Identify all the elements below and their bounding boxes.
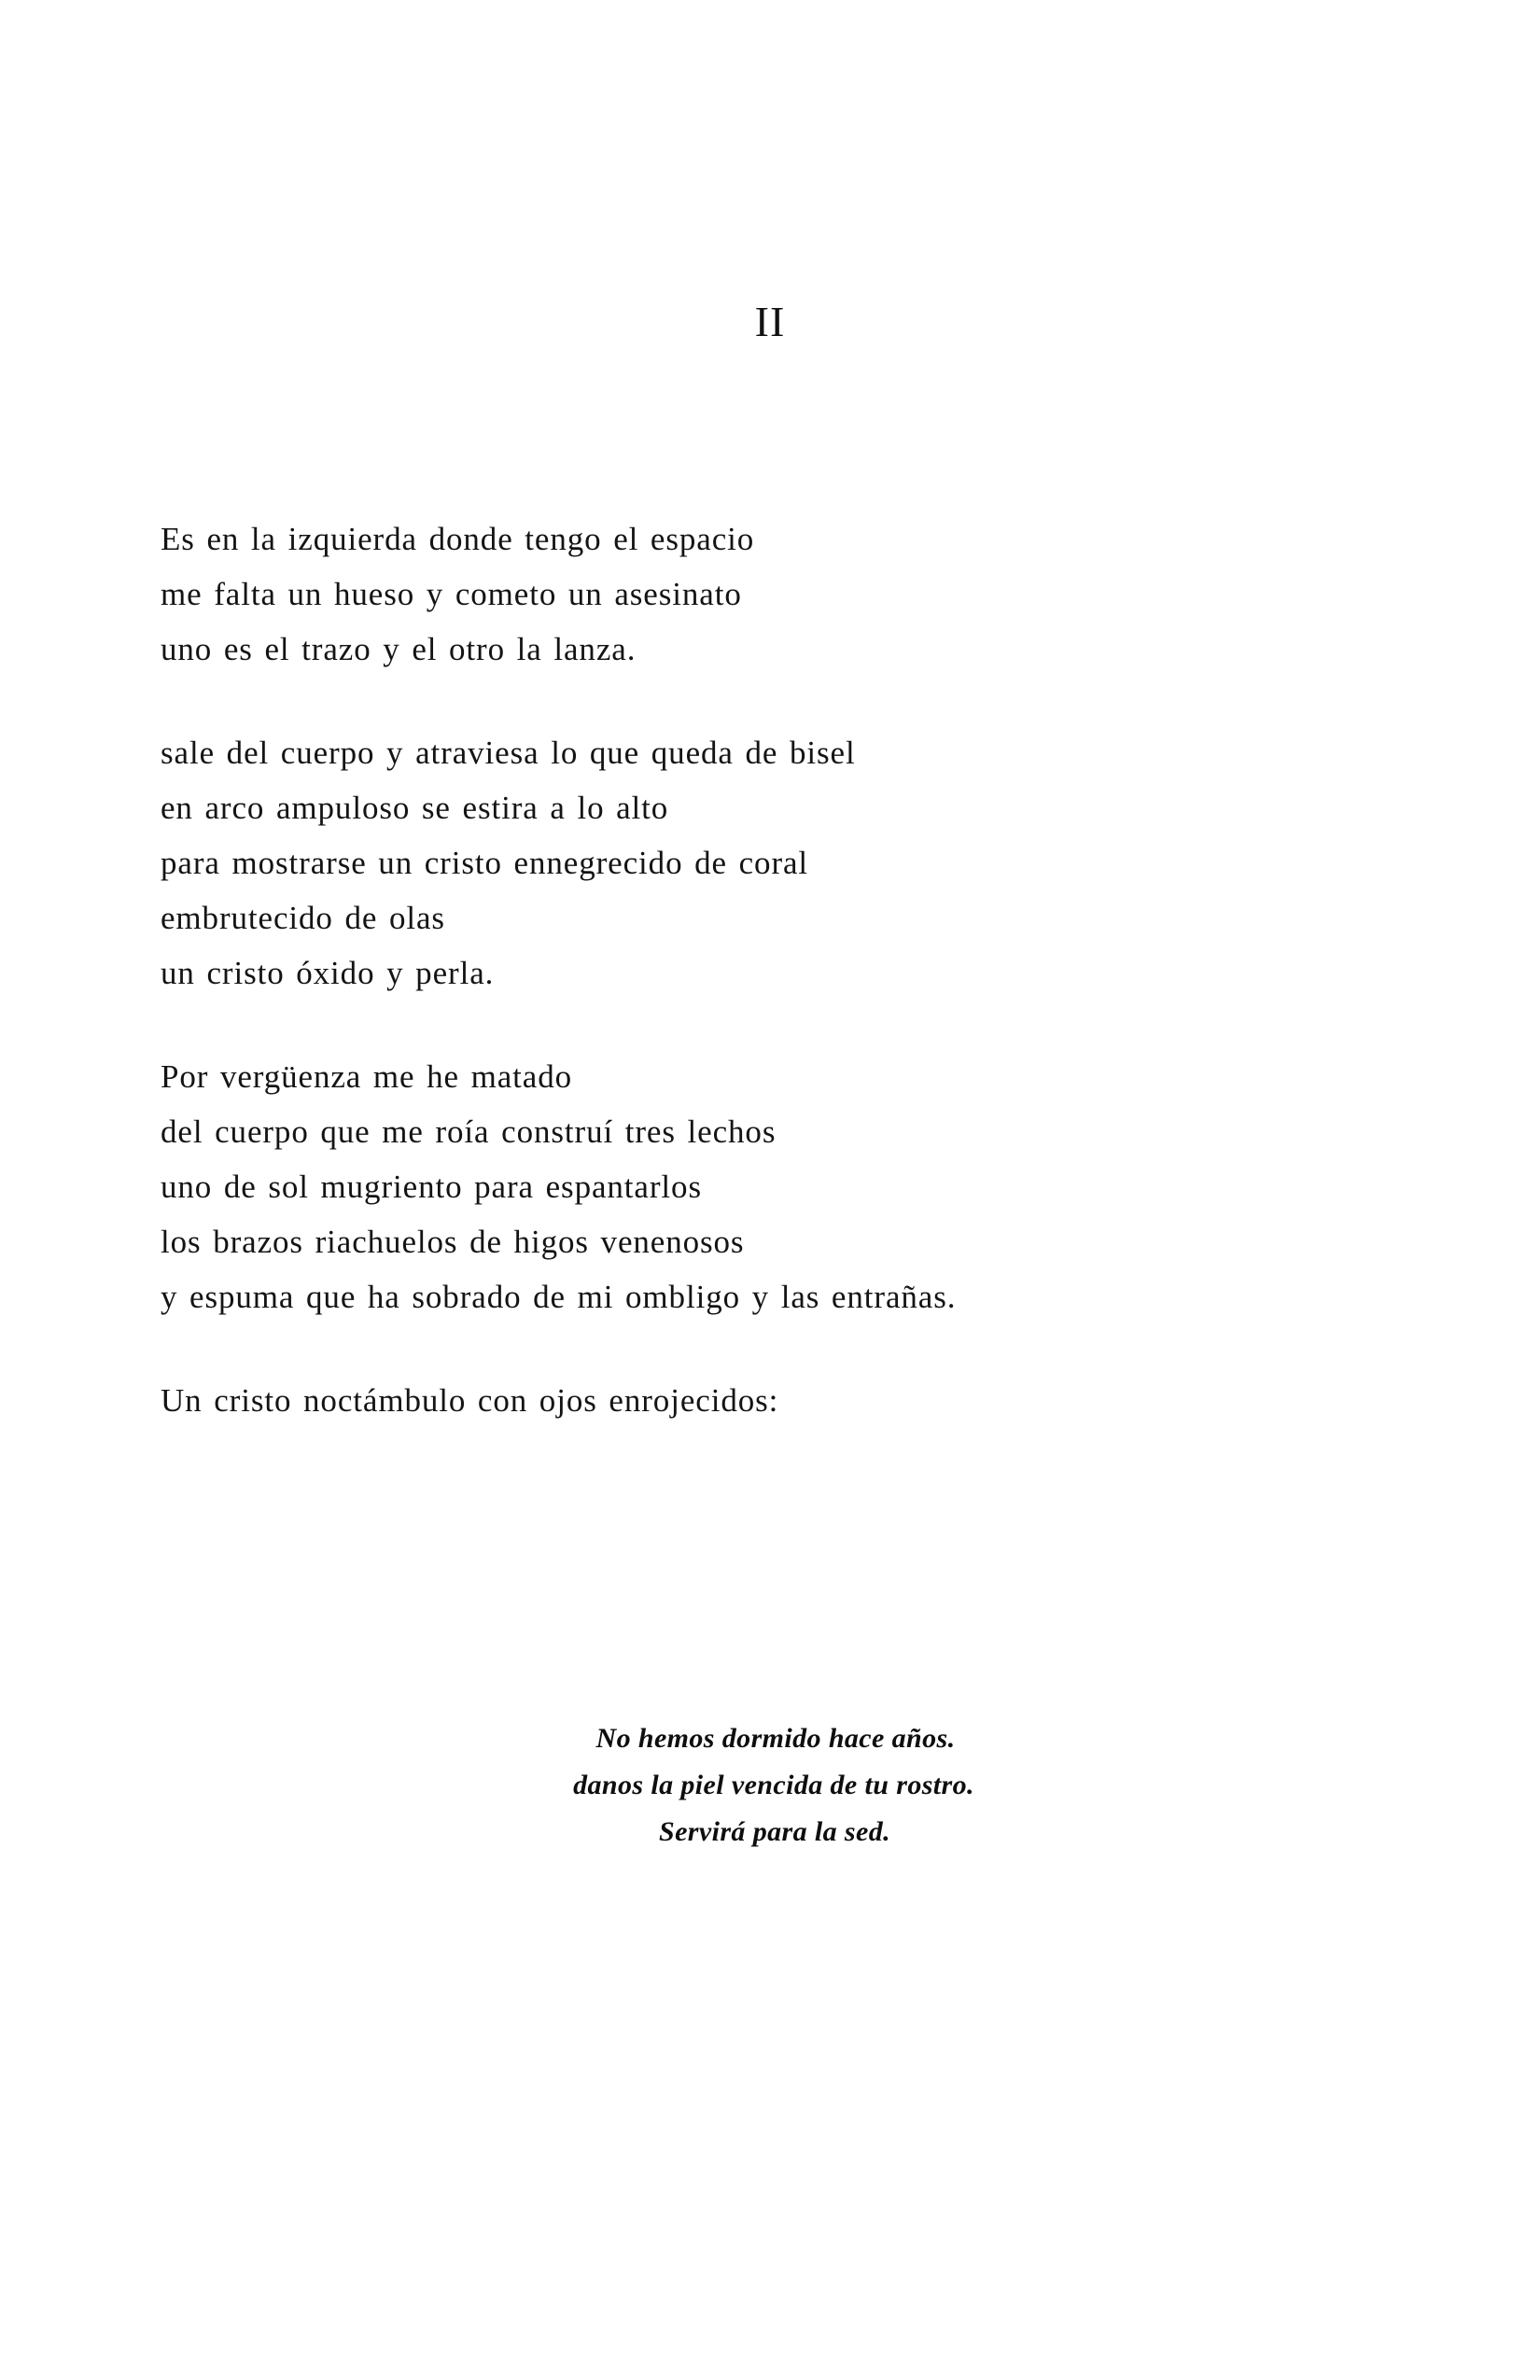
- poem-line: embrutecido de olas: [161, 900, 445, 936]
- stanza: [161, 511, 1262, 677]
- stanza: [161, 1373, 1262, 1428]
- poem-line: uno es el trazo y el otro la lanza.: [161, 631, 637, 667]
- poem-line: y espuma que ha sobrado de mi ombligo y las entrañas.: [161, 1279, 957, 1315]
- poem-line: Es en la izquierda donde tengo el espacio: [161, 521, 755, 557]
- poem-line: me falta un hueso y cometo un asesinato: [161, 576, 742, 612]
- poem-line: para mostrarse un cristo ennegrecido de coral: [161, 845, 809, 881]
- poem-line: sale del cuerpo y atraviesa lo que queda de bisel: [161, 735, 856, 771]
- poem-line: Un cristo noctámbulo con ojos enrojecidos:: [161, 1382, 779, 1419]
- poem-line: en arco ampuloso se estira a lo alto: [161, 790, 669, 826]
- epigraph-block: [0, 1715, 1540, 1855]
- poem-line: uno de sol mugriento para espantarlos: [161, 1169, 702, 1205]
- poem-line: los brazos riachuelos de higos venenosos: [161, 1224, 745, 1260]
- epigraph-line: danos la piel vencida de tu rostro.: [573, 1770, 974, 1800]
- poem-body: [161, 511, 1262, 1428]
- poem-line: un cristo óxido y perla.: [161, 955, 495, 991]
- poem-line: Por vergüenza me he matado: [161, 1058, 572, 1095]
- poem-line: del cuerpo que me roía construí tres lechos: [161, 1113, 777, 1150]
- section-numeral: II: [754, 298, 786, 345]
- stanza: [161, 725, 1262, 1001]
- epigraph-line: Servirá para la sed.: [659, 1816, 890, 1847]
- epigraph-line: No hemos dormido hace años.: [595, 1723, 956, 1754]
- stanza: [161, 1049, 1262, 1324]
